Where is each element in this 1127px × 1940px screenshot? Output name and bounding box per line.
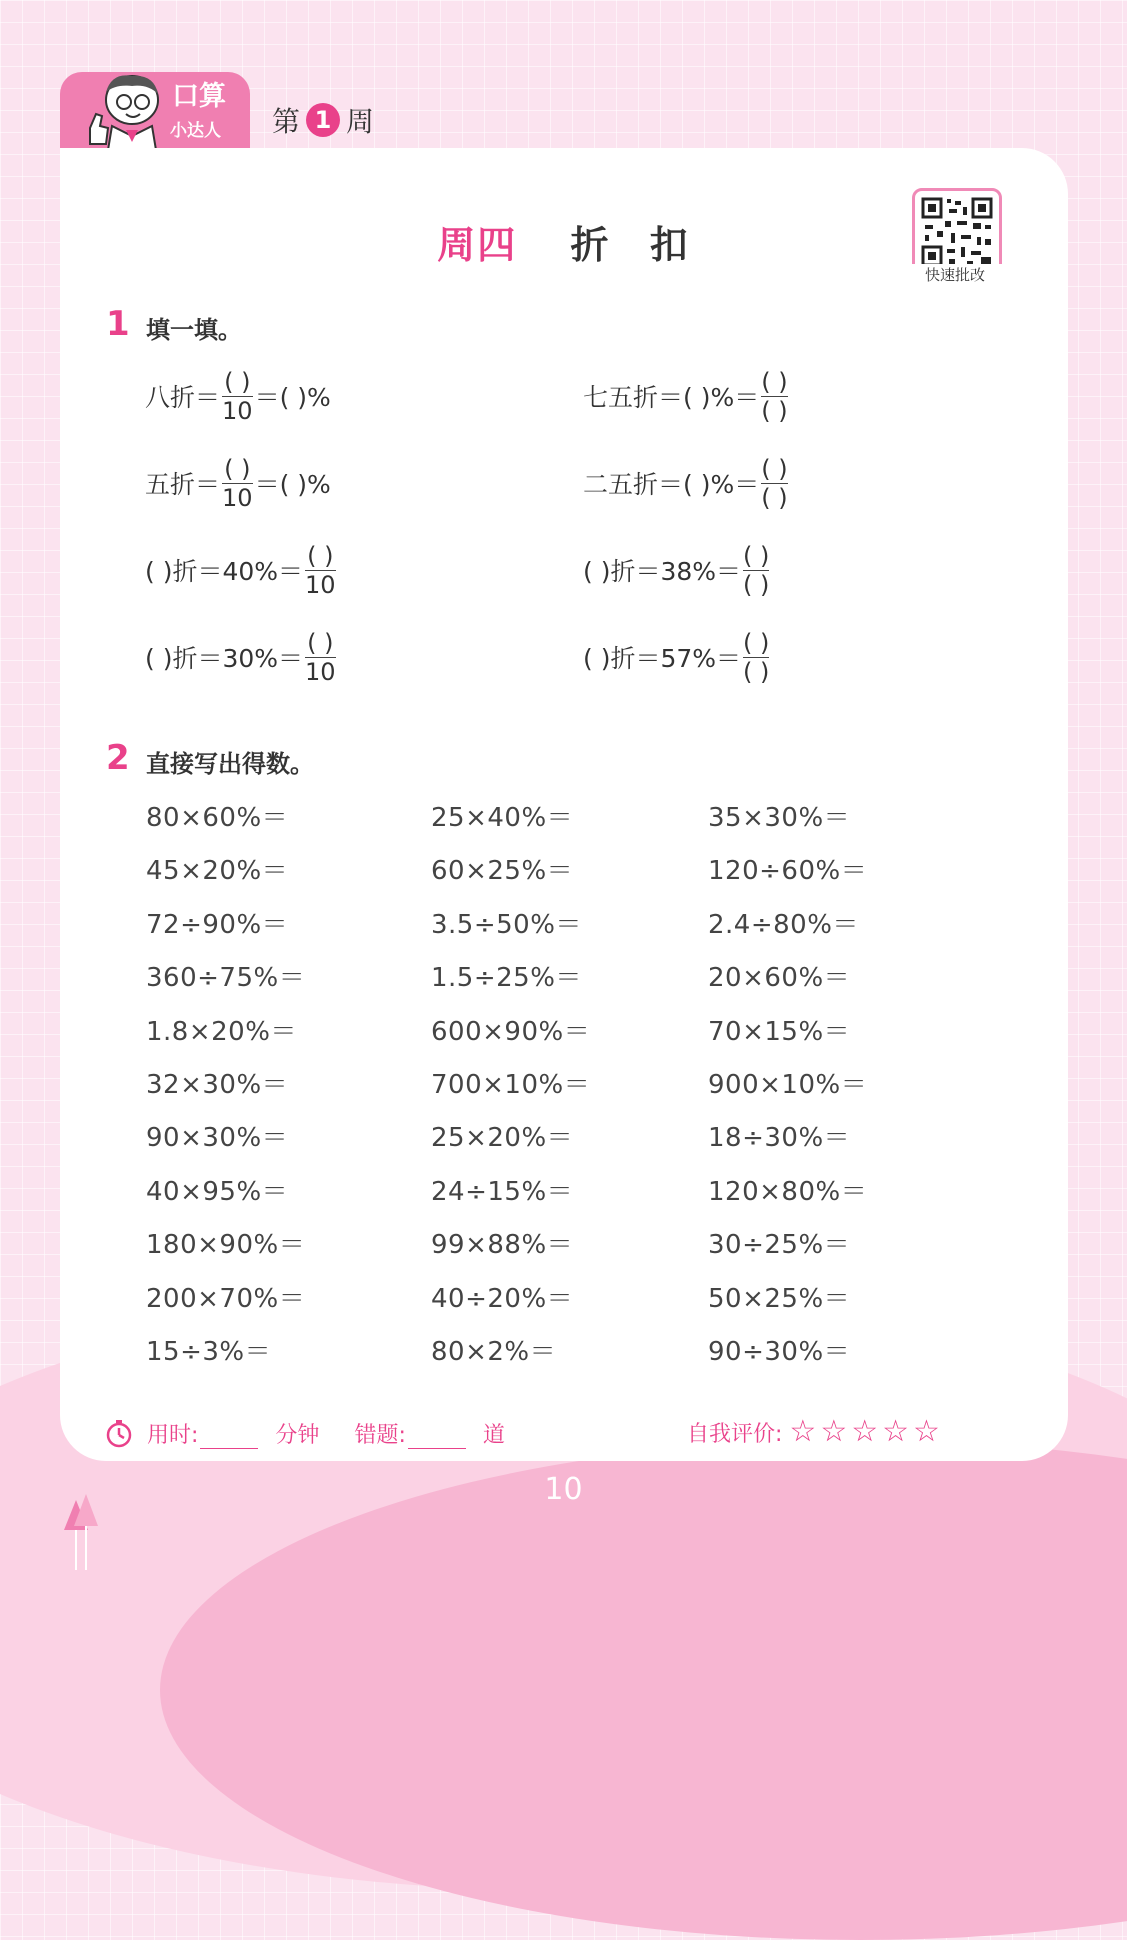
week-suffix: 周	[346, 105, 375, 138]
calculation-item[interactable]: 72÷90%＝	[146, 909, 289, 940]
section-1-title: 填一填。	[146, 316, 242, 344]
calculation-item[interactable]: 99×88%＝	[431, 1230, 574, 1261]
fraction	[305, 542, 336, 599]
fraction-denominator[interactable]: ( )	[743, 570, 770, 599]
fraction-denominator[interactable]: ( )	[761, 483, 788, 512]
fill-item-prefix[interactable]: ( )折＝40%＝	[145, 557, 304, 586]
fraction	[743, 542, 769, 599]
fill-item-tail[interactable]: ＝( )%	[254, 383, 331, 412]
calculation-item[interactable]: 45×20%＝	[146, 856, 289, 887]
calculation-item[interactable]: 24÷15%＝	[431, 1176, 574, 1207]
calculation-item[interactable]: 200×70%＝	[146, 1283, 306, 1314]
calculation-item[interactable]: 15÷3%＝	[146, 1337, 272, 1367]
calculation-item[interactable]: 2.4÷80%＝	[708, 909, 859, 940]
rating-stars[interactable]: ☆☆☆☆☆	[789, 1414, 944, 1449]
fraction	[305, 629, 336, 686]
fraction	[222, 368, 253, 425]
rating-label: 自我评价:	[687, 1422, 783, 1447]
fill-item-2	[583, 366, 790, 426]
section-1-number: 1	[106, 304, 130, 344]
fill-item-1	[145, 366, 331, 426]
errors-input[interactable]	[408, 1426, 466, 1449]
tree-decoration-icon	[54, 1490, 104, 1570]
fraction-numerator[interactable]: ( )	[307, 541, 334, 570]
fraction-denominator: 10	[305, 570, 336, 599]
calculation-item[interactable]: 120×80%＝	[708, 1176, 868, 1207]
fill-item-prefix[interactable]: 二五折＝( )%＝	[583, 470, 760, 499]
week-indicator	[272, 100, 374, 140]
errors-unit: 道	[482, 1423, 505, 1448]
fraction	[743, 629, 769, 686]
time-input[interactable]	[200, 1426, 258, 1449]
calculation-item[interactable]: 60×25%＝	[431, 856, 574, 887]
calculation-item[interactable]: 30÷25%＝	[708, 1230, 851, 1261]
time-label: 用时:	[147, 1423, 199, 1448]
calculation-item[interactable]: 50×25%＝	[708, 1283, 851, 1314]
fraction	[222, 455, 253, 512]
calculation-item[interactable]: 32×30%＝	[146, 1070, 289, 1100]
fill-item-3	[145, 453, 331, 513]
calculation-item[interactable]: 3.5÷50%＝	[431, 909, 582, 940]
week-prefix: 第	[272, 105, 301, 138]
stopwatch-icon	[104, 1418, 134, 1448]
qr-code[interactable]	[912, 188, 1002, 276]
qr-label: 快速批改	[905, 264, 1005, 285]
calculation-item[interactable]: 600×90%＝	[431, 1016, 591, 1047]
badge-subtitle: 小达人	[170, 121, 221, 141]
calculation-item[interactable]: 90÷30%＝	[708, 1337, 851, 1367]
calculation-item[interactable]: 900×10%＝	[708, 1070, 868, 1100]
badge-title: 口算	[172, 81, 226, 112]
calculation-item[interactable]: 18÷30%＝	[708, 1123, 851, 1154]
calculation-item[interactable]: 360÷75%＝	[146, 963, 306, 994]
calculation-item[interactable]: 90×30%＝	[146, 1123, 289, 1154]
calculation-item[interactable]: 20×60%＝	[708, 963, 851, 994]
errors-label: 错题:	[354, 1423, 406, 1448]
fill-item-6	[583, 540, 771, 600]
fraction-numerator[interactable]: ( )	[224, 367, 251, 396]
fraction-denominator: 10	[305, 657, 336, 686]
time-unit: 分钟	[275, 1423, 320, 1448]
title-topic: 折 扣	[570, 223, 690, 267]
calculation-item[interactable]: 180×90%＝	[146, 1230, 306, 1261]
fraction-numerator[interactable]: ( )	[761, 367, 788, 396]
section-2-title: 直接写出得数。	[146, 750, 314, 778]
fill-item-prefix[interactable]: ( )折＝57%＝	[583, 644, 742, 673]
fraction-numerator[interactable]: ( )	[743, 628, 770, 657]
calculation-item[interactable]: 25×20%＝	[431, 1123, 574, 1154]
fill-item-prefix: 八折＝	[145, 383, 221, 412]
footer-stats	[104, 1418, 505, 1449]
calculation-item[interactable]: 700×10%＝	[431, 1070, 591, 1100]
fill-item-prefix: 五折＝	[145, 470, 221, 499]
calculation-item[interactable]: 70×15%＝	[708, 1016, 851, 1047]
fraction-denominator[interactable]: ( )	[743, 657, 770, 686]
section-2-number: 2	[106, 738, 130, 778]
week-number-badge	[306, 103, 340, 137]
fill-item-tail[interactable]: ＝( )%	[254, 470, 331, 499]
calculation-item[interactable]: 1.8×20%＝	[146, 1016, 297, 1047]
calculation-item[interactable]: 40×95%＝	[146, 1176, 289, 1207]
fraction-numerator[interactable]: ( )	[307, 628, 334, 657]
calculation-item[interactable]: 80×60%＝	[146, 803, 289, 833]
calculation-item[interactable]: 40÷20%＝	[431, 1283, 574, 1314]
title-day: 周四	[437, 223, 518, 267]
fill-item-prefix[interactable]: ( )折＝38%＝	[583, 557, 742, 586]
calculation-item[interactable]: 80×2%＝	[431, 1337, 557, 1367]
fill-item-4	[583, 453, 790, 513]
fraction	[761, 455, 787, 512]
fraction-numerator[interactable]: ( )	[224, 454, 251, 483]
mascot-boy-icon	[82, 70, 167, 150]
qr-code-icon	[915, 191, 999, 273]
fill-item-5	[145, 540, 338, 600]
calculation-item[interactable]: 120÷60%＝	[708, 856, 868, 887]
fraction	[761, 368, 787, 425]
fraction-denominator: 10	[222, 483, 253, 512]
fill-item-7	[145, 627, 338, 687]
fraction-numerator[interactable]: ( )	[761, 454, 788, 483]
week-number: 1	[314, 106, 332, 134]
calculation-item[interactable]: 35×30%＝	[708, 803, 851, 833]
fraction-denominator: 10	[222, 396, 253, 425]
fill-item-prefix[interactable]: 七五折＝( )%＝	[583, 383, 760, 412]
page-number: 10	[544, 1472, 583, 1507]
fraction-numerator[interactable]: ( )	[743, 541, 770, 570]
calculation-item[interactable]: 1.5÷25%＝	[431, 963, 582, 994]
calculation-item[interactable]: 25×40%＝	[431, 803, 574, 833]
fraction-denominator[interactable]: ( )	[761, 396, 788, 425]
self-rating	[687, 1414, 944, 1449]
fill-item-prefix[interactable]: ( )折＝30%＝	[145, 644, 304, 673]
fill-item-8	[583, 627, 771, 687]
